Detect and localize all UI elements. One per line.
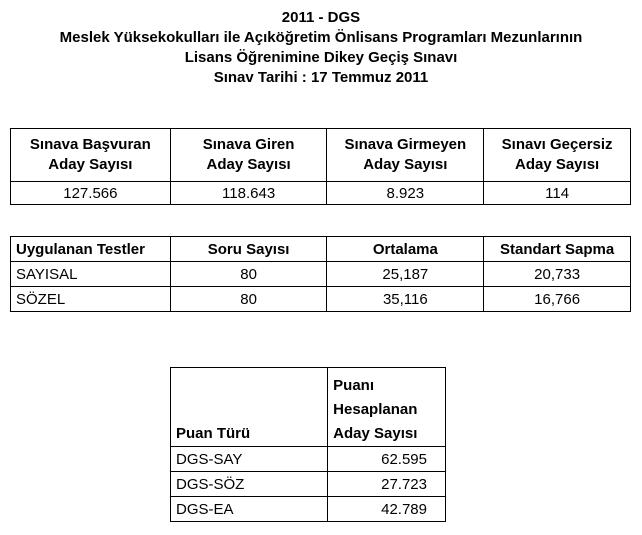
- stddev-value: 16,766: [484, 287, 631, 312]
- stddev-value: 20,733: [484, 262, 631, 287]
- table-row: [171, 472, 446, 497]
- question-count: 80: [170, 287, 327, 312]
- test-name: SAYISAL: [11, 262, 171, 287]
- candidate-stats-table: [10, 128, 631, 205]
- title-line-3: Lisans Öğrenimine Dikey Geçiş Sınavı: [184, 49, 458, 66]
- stats-value-entered: 118.643: [170, 182, 327, 205]
- test-name: SÖZEL: [11, 287, 171, 312]
- table-row: [171, 447, 446, 472]
- score-count: 62.595: [328, 447, 446, 472]
- score-count: 42.789: [328, 497, 446, 522]
- stats-value-invalid: 114: [484, 182, 631, 205]
- title-line-1: 2011 - DGS: [281, 9, 361, 26]
- scores-header-type: Puan Türü: [171, 368, 328, 447]
- stats-value-applied: 127.566: [11, 182, 171, 205]
- document-title: [0, 8, 642, 88]
- scores-header-row: [171, 368, 446, 447]
- table-row: [11, 287, 631, 312]
- title-line-4: Sınav Tarihi : 17 Temmuz 2011: [213, 69, 429, 86]
- scores-header-count: Puanı Hesaplanan Aday Sayısı: [328, 368, 446, 447]
- mean-value: 25,187: [327, 262, 484, 287]
- title-line-2: Meslek Yüksekokulları ile Açıköğretim Önlisans Programları Mezunlarının: [59, 29, 583, 46]
- mean-value: 35,116: [327, 287, 484, 312]
- table-row: [11, 262, 631, 287]
- score-type: DGS-EA: [171, 497, 328, 522]
- stats-header-applied: Sınava Başvuran Aday Sayısı: [11, 129, 171, 182]
- score-type: DGS-SAY: [171, 447, 328, 472]
- score-type: DGS-SÖZ: [171, 472, 328, 497]
- stats-value-row: [11, 182, 631, 205]
- table-row: [171, 497, 446, 522]
- score-type-table: [170, 367, 446, 522]
- tests-header-questions: Soru Sayısı: [170, 237, 327, 262]
- score-count: 27.723: [328, 472, 446, 497]
- question-count: 80: [170, 262, 327, 287]
- stats-header-invalid: Sınavı Geçersiz Aday Sayısı: [484, 129, 631, 182]
- tests-header-name: Uygulanan Testler: [11, 237, 171, 262]
- tests-header-mean: Ortalama: [327, 237, 484, 262]
- stats-header-row: [11, 129, 631, 182]
- stats-value-absent: 8.923: [327, 182, 484, 205]
- tests-header-stddev: Standart Sapma: [484, 237, 631, 262]
- stats-header-entered: Sınava Giren Aday Sayısı: [170, 129, 327, 182]
- stats-header-absent: Sınava Girmeyen Aday Sayısı: [327, 129, 484, 182]
- tests-table: [10, 236, 631, 312]
- tests-header-row: [11, 237, 631, 262]
